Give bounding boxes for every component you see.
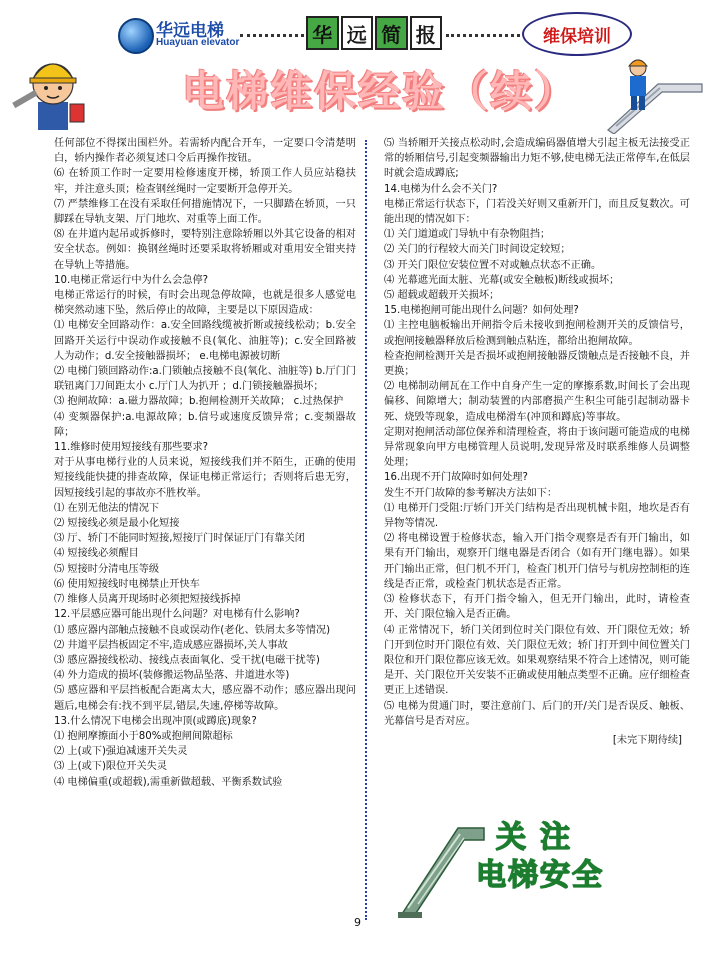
question-heading: 14.电梯为什么会不关门? xyxy=(384,183,498,195)
paragraph: ⑹ 在轿顶工作时一定要用检修速度开梯，轿顶工作人员应站稳扶牢，并注意头顶；检查钢丝绳时一定要断开急停开关。 xyxy=(54,168,356,195)
page-number: 9 xyxy=(354,916,361,929)
list-item: ⑵ 关门的行程较大而关门时间设定较短； xyxy=(384,244,571,256)
question-heading: 12.平层感应器可能出现什么问题？对电梯有什么影响? xyxy=(54,609,300,621)
list-item: ⑺ 维修人员离开现场时必须把短接线拆掉 xyxy=(54,594,241,606)
question-heading: 13.什么情况下电梯会出现冲顶(或蹲底)现象? xyxy=(54,715,257,727)
list-item: ⑴ 抱闸摩擦面小于80%或抱闸间隙超标 xyxy=(54,730,233,742)
list-item: ⑷ 光幕遮光面太脏、光幕(或安全触板)断线或损坏； xyxy=(384,274,620,286)
list-item: ⑷ 电梯偏重(或超载),需重新做超载、平衡系数试验 xyxy=(54,776,283,788)
column-divider xyxy=(365,140,367,920)
paragraph: 对于从事电梯行业的人员来说，短接线我们并不陌生，正确的使用短接线能快捷的排查故障，保证电梯正常运行；否则将后患无穷，因短接线引起的事故亦不胜枚举。 xyxy=(54,457,356,499)
list-item: ⑷ 短接线必须醒目 xyxy=(54,548,139,560)
list-item: ⑸ 感应器和平层挡板配合距离太大，感应器不动作；感应器出现问题后,电梯会有:找不到平层,错层,失速,停梯等故障。 xyxy=(54,685,356,712)
paragraph: ⑴ 电梯开门受阻:厅轿门开关门结构是否出现机械卡阻，地坎是否有异物等情况. xyxy=(384,502,690,530)
question-heading: 16.出现不开门故障时如何处理? xyxy=(384,472,528,484)
question-heading: 15.电梯抱闸可能出现什么问题？如何处理? xyxy=(384,305,579,317)
paragraph: ⑷ 正常情况下，轿门关闭到位时关门限位有效、开门限位无效；轿门开到位时开门限位有效、关门限位无效；轿门打开到中间位置关门限位和开门限位都应该无效。如果观察结果不符合上述情况，则可能是开、关门限位开关安装不正确或使用触点类型不正确。应仔细检查更正上述错误. xyxy=(384,624,690,697)
newsletter-char: 远 xyxy=(341,16,374,50)
newsletter-name xyxy=(306,16,442,50)
paragraph: 检查抱闸检测开关是否损坏或抱闸接触器反馈触点是否接触不良，并更换； xyxy=(384,350,690,378)
list-item: ⑴ 关门道道或门导轨中有杂物阻挡； xyxy=(384,229,551,241)
paragraph: ⑵ 将电梯设置于检修状态，输入开门指令观察是否有开门输出，如果有开门输出，观察开门继电器是否闭合（如有开门继电器）。如果开门输出正常，但门机不开门，检查门机开门信号与机房控制柜的连线是否正常，或检查门机状态是否正常。 xyxy=(384,533,690,590)
list-item: ⑵ 短接线必须是最小化短接 xyxy=(54,518,180,530)
paragraph: ⑶ 检修状态下，有开门指令输入，但无开门输出，此时，请检查开、关门限位输入是否正确。 xyxy=(384,594,690,621)
paragraph: ⑸ 电梯为贯通门时，要注意前门、后门的开/关门是否误反、触板、光幕信号是否对应。 xyxy=(384,700,690,727)
slogan-line-2: 电梯安全 xyxy=(476,858,604,893)
list-item: ⑵ 井道平层挡板固定不牢,造成感应器损坏,关人事故 xyxy=(54,639,288,651)
company-logo xyxy=(118,16,238,52)
paragraph: ⑻ 在井道内起吊或拆修时，要特别注意除轿厢以外其它设备的相对安全状态。例如：换钢丝绳时还要采取将轿厢或对重用安全钳夹持在导轨上等措施。 xyxy=(54,229,356,271)
list-item: ⑵ 上(或下)强迫减速开关失灵 xyxy=(54,746,188,758)
newsletter-char: 简 xyxy=(375,16,408,50)
slogan-line-1: 关注 xyxy=(496,820,584,855)
list-item: ⑴ 感应器内部触点接触不良或误动作(老化、铁屑太多等情况) xyxy=(54,624,331,636)
paragraph: ⑴ 主控电脑板输出开闸指令后未接收到抱闸检测开关的反馈信号，或抱闸接触器释放后检测到触点粘连，都给出抱闸故障。 xyxy=(384,320,690,347)
paragraph: ⑶ 抱闸故障：a.磁力器故障；b.抱闸检测开关故障； c.过热保护 xyxy=(54,396,344,408)
maintenance-worker-icon xyxy=(8,44,94,132)
list-item: ⑶ 开关门限位安装位置不对或触点状态不正确。 xyxy=(384,259,602,271)
paragraph: ⑵ 电梯制动闸瓦在工作中自身产生一定的摩擦系数,时间长了会出现偏移、间隙增大；制动装置的内部磨损产生积尘可能引起制动器卡死、烧毁等现象，造成电梯滑车(冲顶和蹲底)等事故。 xyxy=(384,381,690,423)
list-item: ⑸ 短接时分清电压等级 xyxy=(54,563,160,575)
paragraph: 定期对抱闸活动部位保养和清理检查，将由于该问题可能造成的电梯异常现象向甲方电梯管理人员说明,发现异常及时联系维修人员调整处理； xyxy=(384,426,690,469)
list-item: ⑴ 在别无他法的情况下 xyxy=(54,502,160,514)
logo-chinese-name: 华远电梯 xyxy=(156,21,224,41)
question-heading: 10.电梯正常运行中为什么会急停? xyxy=(54,274,209,286)
list-item: ⑶ 厅、轿门不能同时短接,短接厅门时保证厅门有靠关闭 xyxy=(54,533,305,545)
paragraph: 任何部位不得探出围栏外。若需轿内配合开车，一定要口令清楚明白，轿内操作者必须复述口令后再操作按钮。 xyxy=(54,138,356,165)
header xyxy=(0,0,720,132)
list-item: ⑸ 超载或超载开关损坏； xyxy=(384,290,500,302)
list-item: ⑹ 使用短接线时电梯禁止开快车 xyxy=(54,578,200,590)
paragraph: 电梯正常运行状态下，门若没关好则又重新开门，而且反复数次。可能出现的情况如下： xyxy=(384,198,690,226)
paragraph: ⑴ 电梯安全回路动作：a.安全回路线缆被折断或接线松动；b.安全回路开关运行中误动作或接触不良(氧化、油脏等)；c.安全回路被人为动作；d.安全接触器损坏； e.电梯电源被切断 xyxy=(54,320,356,362)
left-column xyxy=(54,136,356,790)
technician-escalator-illustration-icon xyxy=(598,54,708,134)
to-be-continued: [未完下期待续] xyxy=(612,734,682,746)
right-column xyxy=(384,136,690,748)
paragraph: 发生不开门故障的参考解决方法如下： xyxy=(384,487,558,499)
section-badge: 维保培训 xyxy=(522,12,632,56)
safety-slogan xyxy=(472,806,690,902)
article-title: 电梯维保经验（续） xyxy=(181,67,578,116)
list-item: ⑶ 感应器接线松动、接线点表面氧化、受干扰(电磁干扰等) xyxy=(54,654,320,666)
header-dotted-line-left xyxy=(240,34,304,37)
paragraph: ⑺ 严禁维修工在没有采取任何措施情况下，一只脚踏在轿顶，一只脚踩在导轨支架、厅门地坎、对重等上面工作。 xyxy=(54,198,356,226)
question-heading: 11.维修时使用短接线有那些要求? xyxy=(54,442,209,454)
paragraph: ⑸ 当轿厢开关接点松动时,会造成编码器值增大引起主板无法接受正常的轿厢信号,引起变频器输出力矩不够,使电梯无法正常停车,在低层时就会造成蹲底; xyxy=(384,138,690,180)
paragraph: ⑵ 电梯门锁回路动作:a.门锁触点接触不良(氧化、油脏等) b.厅门门联钮离门刀间距太小 c.厅门人为扒开 ；d.门锁接触器损坏； xyxy=(54,366,356,393)
newsletter-char: 报 xyxy=(410,16,443,50)
list-item: ⑶ 上(或下)限位开关失灵 xyxy=(54,761,168,773)
header-dotted-line-right xyxy=(446,34,520,37)
paragraph: 电梯正常运行的时候，有时会出现急停故障，也就是很多人感觉电梯突然动速下坠，然后停止的故障，主要是以下原因造成： xyxy=(54,290,356,317)
logo-english-name: Huayuan elevator xyxy=(156,37,240,48)
paragraph: ⑷ 变频器保护:a.电源故障；b.信号或速度反馈异常；c.变频器故障； xyxy=(54,411,356,438)
newsletter-char: 华 xyxy=(306,16,339,50)
globe-logo-icon xyxy=(118,18,154,54)
list-item: ⑷ 外力造成的损坏(装修搬运物品坠落、井道进水等) xyxy=(54,670,290,682)
